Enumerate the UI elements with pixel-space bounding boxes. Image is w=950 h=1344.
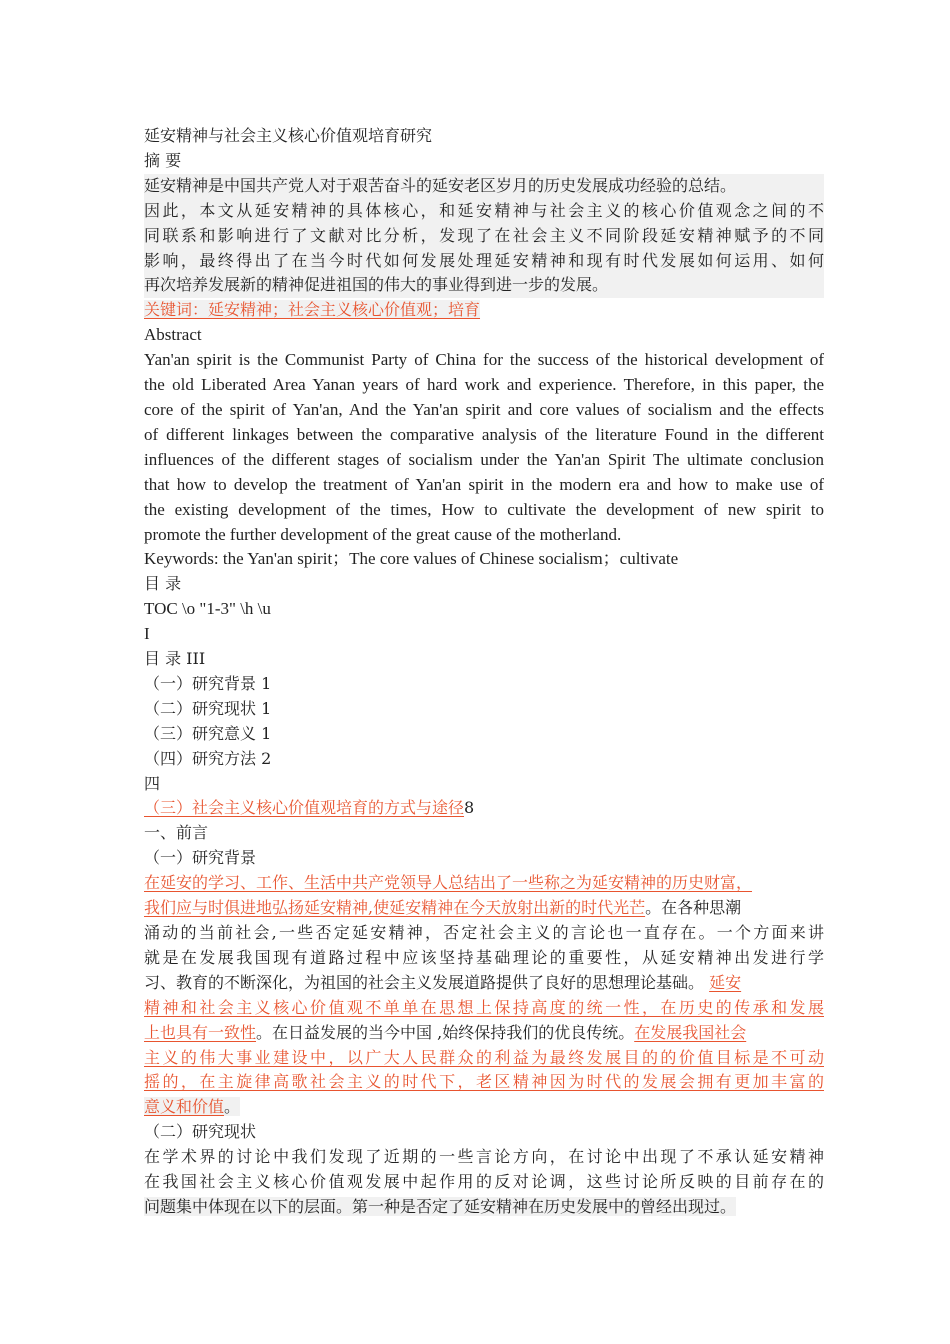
keywords-cn [144,298,824,323]
highlighted-text: 意义和价值 [144,1097,225,1117]
highlighted-text: 主义的伟大事业建设中，以广大人民群众的利益为最终发展目的的价值目标是不可动 [144,1047,824,1067]
abstract-en-heading: Abstract [144,325,202,345]
abstract-en-line: Yan'an spirit is the Communist Party of China for the success of the historical development of [144,350,824,370]
keywords-cn-text: 关键词：延安精神；社会主义核心价值观；培育 [144,300,481,320]
abstract-en-line: influences of the different stages of socialism under the Yan'an Spirit The ultimate conclusion [144,449,824,469]
abstract-cn-line: 延安精神是中国共产党人对于艰苦奋斗的延安老区岁月的历史发展成功经验的总结。 [144,174,824,199]
abstract-cn-line: 同联系和影响进行了文献对比分析，发现了在社会主义不同阶段延安精神赋予的不同 [144,224,824,249]
body-line: 涌动的当前社会,一些否定延安精神，否定社会主义的言论也一直存在。一个方面来讲 [144,923,824,942]
highlighted-text: 在发展我国社会 [634,1022,747,1042]
highlighted-text: 在延安的学习、工作、生活中共产党领导人总结出了一些称之为延安精神的历史财富， [144,873,753,893]
abstract-cn-heading: 摘 要 [144,150,182,170]
section-heading-preface: 一、前言 [144,823,209,843]
toc-entry-highlight-text[interactable]: （三）社会主义核心价值观培育的方式与途径 [144,798,465,818]
abstract-en-line: of different linkages between the comparative analysis of the literature Found in the different [144,424,824,444]
document-content [144,124,824,1220]
subsection-heading-status: （二）研究现状 [144,1122,257,1142]
body-text: 。在日益发展的当今中国 ,始终保持我们的优良传统。 [256,1022,635,1042]
highlighted-text: 摇的，在主旋律高歌社会主义的时代下，老区精神因为时代的发展会拥有更加丰富的 [144,1072,824,1092]
body-text: 问题集中体现在以下的层面。第一种是否定了延安精神在历史发展中的曾经出现过。 [144,1196,737,1216]
toc-chapter-four: 四 [144,773,161,793]
abstract-en-line: that how to develop the treatment of Yan'an spirit in the modern era and how to make use of [144,474,824,494]
subsection-heading-background: （一）研究背景 [144,848,257,868]
body-line: 就是在发展我国现有道路过程中应该坚持基础理论的重要性，从延安精神出发进行学 [144,947,824,967]
body-text: 习、教育的不断深化，为祖国的社会主义发展道路提供了良好的思想理论基础。 [144,972,705,992]
body-line [144,971,824,996]
highlighted-text: 上也具有一致性 [144,1022,257,1042]
body-line [144,996,824,1021]
abstract-en-line: core of the spirit of Yan'an, And the Yan'an spirit and core values of socialism and the effects [144,399,824,419]
body-line [144,1021,824,1046]
toc-heading: 目 录 [144,574,182,594]
body-line [144,896,824,921]
body-line: 在我国社会主义核心价值观发展中起作用的反对论调，这些讨论所反映的目前存在的 [144,1172,824,1192]
body-line [144,871,824,896]
document-title: 延安精神与社会主义核心价值观培育研究 [144,126,433,145]
toc-entry[interactable]: （四）研究方法 2 [144,748,272,768]
abstract-en-line: promote the further development of the great cause of the motherland. [144,524,622,544]
toc-entry[interactable]: （一）研究背景 1 [144,673,272,693]
body-line [144,1046,824,1071]
toc-entry[interactable]: 目 录 III [144,649,206,669]
body-line: 在学术界的讨论中我们发现了近期的一些言论方向，在讨论中出现了不承认延安精神 [144,1147,824,1167]
toc-field-code: TOC \o "1-3" \h \u [144,599,271,619]
body-line [144,1095,824,1120]
abstract-cn-line: 再次培养发展新的精神促进祖国的伟大的事业得到进一步的发展。 [144,273,824,298]
toc-entry[interactable]: （三）研究意义 1 [144,723,272,743]
abstract-cn-line: 因此，本文从延安精神的具体核心，和延安精神与社会主义的核心价值观念之间的不 [144,199,824,224]
toc-entry-highlight[interactable] [144,796,824,821]
abstract-en-line: the existing development of the times, How to cultivate the development of new spirit to [144,499,824,519]
keywords-en: Keywords: the Yan'an spirit；The core values of Chinese socialism；cultivate [144,549,679,569]
toc-entry[interactable]: （二）研究现状 1 [144,698,272,718]
highlighted-text: 延安 [709,972,742,992]
highlighted-text: 精神和社会主义核心价值观不单单在思想上保持高度的统一性，在历史的传承和发展 [144,997,824,1017]
toc-roman-numeral: I [144,624,150,644]
abstract-en-line: the old Liberated Area Yanan years of hard work and experience. Therefore, in this paper, the [144,375,824,395]
body-line [144,1195,824,1220]
body-line [144,1070,824,1095]
body-text: 。在各种思潮 [645,898,742,918]
body-text: 。 [224,1097,241,1117]
highlighted-text: 我们应与时俱进地弘扬延安精神,使延安精神在今天放射出新的时代光芒 [144,898,646,918]
abstract-cn-line: 影响，最终得出了在当今时代如何发展处理延安精神和现有时代发展如何运用、如何 [144,249,824,274]
toc-entry-highlight-page: 8 [464,798,475,818]
